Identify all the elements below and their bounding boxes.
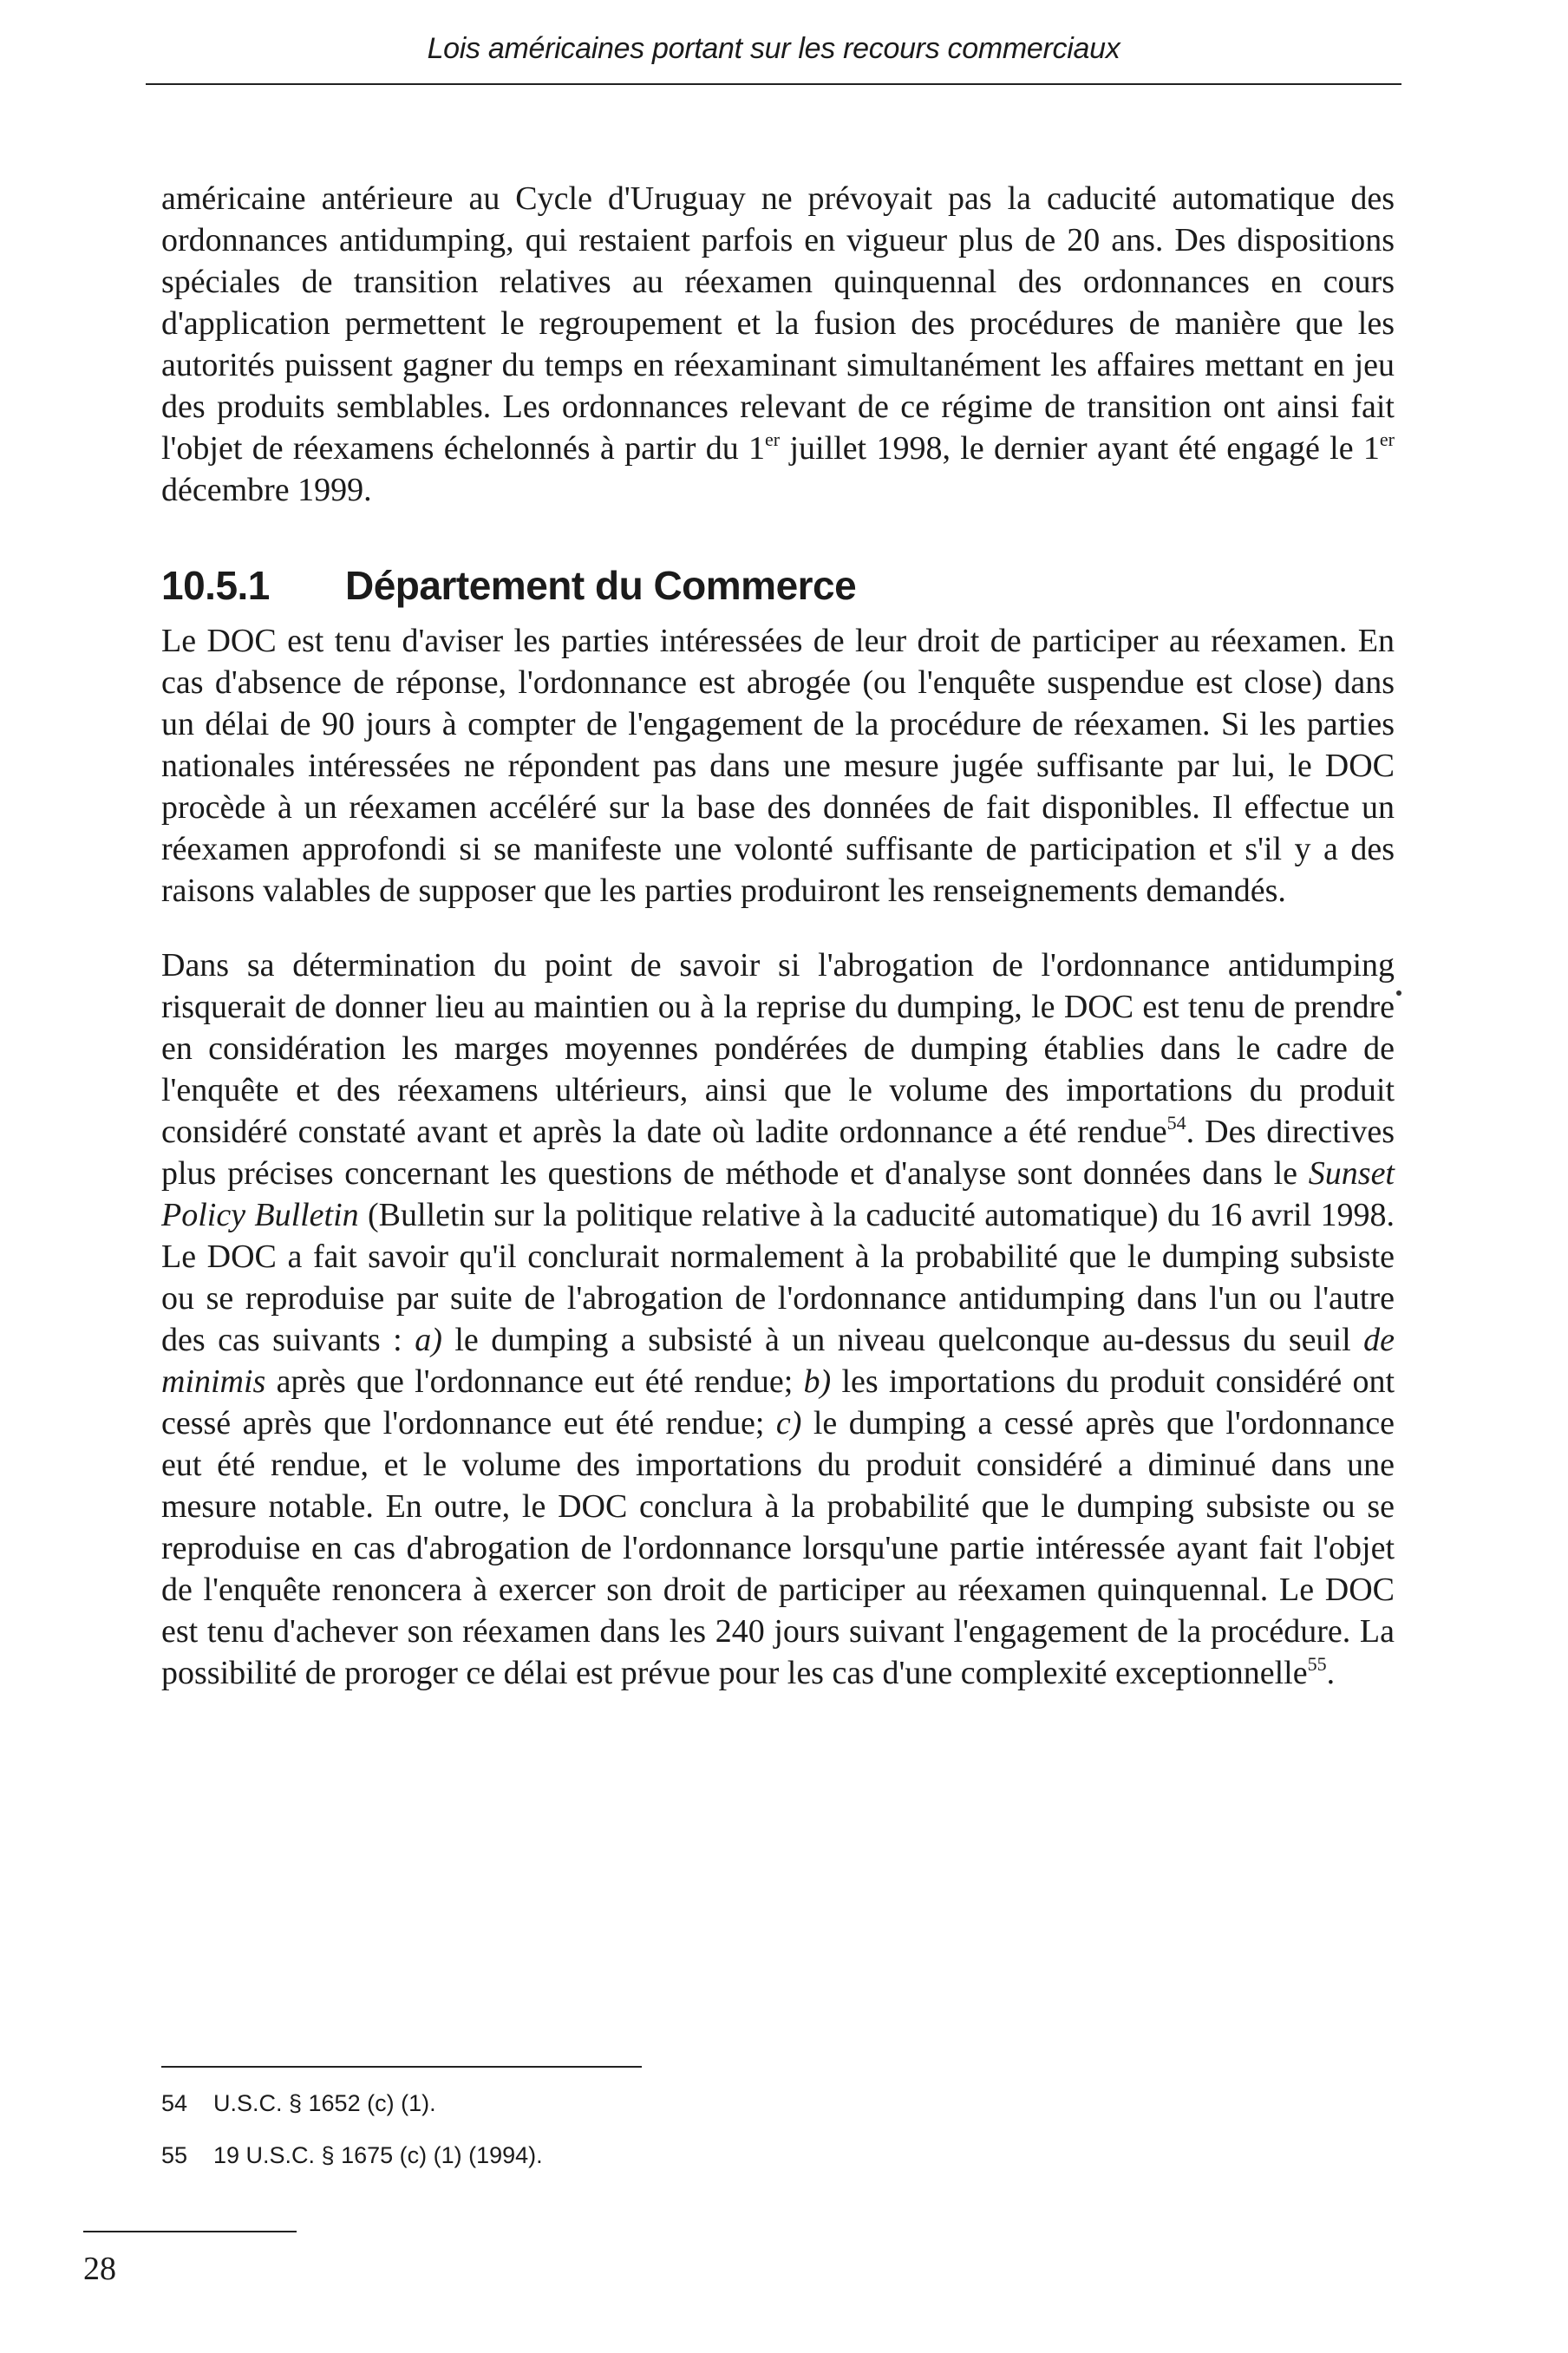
footnote-reference-55: 55 [1307,1653,1327,1675]
paragraph-intro [161,178,1395,511]
paragraph-text: après que l'ordonnance eut été rendue; [265,1363,804,1400]
page-number-rule [83,2231,297,2232]
case-a-label: a) [415,1322,442,1358]
paragraph-text: les importations du produit considéré ont cessé après que l'ordonnance eut été rendue; [161,1363,1395,1441]
footnote-text: 19 U.S.C. § 1675 (c) (1) (1994). [213,2142,543,2168]
paragraph-text: . [1326,1655,1336,1691]
footnote-number: 55 [161,2142,188,2168]
footnote-rule [161,2066,642,2068]
header-rule [146,83,1401,85]
page-number: 28 [83,2251,116,2287]
body-text [161,178,1395,1694]
paragraph-determination [161,944,1395,1694]
footnote-number: 54 [161,2090,188,2116]
ordinal-superscript: er [765,428,781,450]
case-b-label: b) [803,1363,832,1400]
paragraph-doc-notice: Le DOC est tenu d'aviser les parties intéressées de leur droit de participer au réexamen. En cas d'absence de réponse, l'ordonnance est abrogée (ou l'enquête suspendue est close) dans un délai de 90 jours à compter de l'engagement de la procédure de réexamen. Si les parties nationales intéressées ne répondent pas dans une mesure jugée suffisante par lui, le DOC procède à un réexamen accéléré sur la base des données de fait disponibles. Il effectue un réexamen approfondi si se manifeste une volonté suffisante de participation et s'il y a des raisons valables de supposer que les parties produiront les renseignements demandés. [161,623,1395,909]
section-number: 10.5.1 [161,563,270,608]
running-header: Lois américaines portant sur les recours commerciaux [427,32,1120,65]
paragraph-text: (Bulletin sur la politique relative à la caducité automatique) du 16 avril 1998. Le DOC a fait savoir qu'il conclurait normalement à la probabilité que le dumping subsiste ou se reproduise par suite de l'abrogation de l'ordonnance antidumping dans l'un ou l'autre des cas suivants : [161,1197,1395,1358]
footnote-item [161,2141,942,2170]
footnote-reference-54: 54 [1166,1112,1186,1134]
de-minimis-term: de minimis [161,1322,1395,1400]
footnotes [161,2088,942,2193]
paragraph-intro-text: juillet 1998, le dernier ayant été engagé le 1 [780,430,1380,467]
paragraph-intro-text: américaine antérieure au Cycle d'Uruguay ne prévoyait pas la caducité automatique des ordonnances antidumping, qui restaient parfois en vigueur plus de 20 ans. Des dispositions spéciales de transition relatives au réexamen quinquennal des ordonnances en cours d'application permettent le regroupement et la fusion des procédures de manière que les autorités puissent gagner du temps en réexaminant simultanément les affaires mettant en jeu des produits semblables. Les ordonnances relevant de ce régime de transition ont ainsi fait l'objet de réexamens échelonnés à partir du 1 [161,180,1395,467]
paragraph-text: Dans sa détermination du point de savoir si l'abrogation de l'ordonnance antidumping risquerait de donner lieu au maintien ou à la reprise du dumping, le DOC est tenu de prendre en considération les marges moyennes pondérées de dumping établies dans le cadre de l'enquête et des réexamens ultérieurs, ainsi que le volume des importations du produit considéré constaté avant et après la date où ladite ordonnance a été rendue [161,947,1395,1150]
paragraph-text: le dumping a subsisté à un niveau quelconque au-dessus du seuil [441,1322,1364,1358]
paragraph-text: . Des directives plus précises concernant les questions de méthode et d'analyse sont données dans le [161,1114,1395,1192]
bulletin-title: Sunset Policy Bulletin [161,1155,1395,1233]
case-c-label: c) [775,1405,802,1441]
paragraph-text: le dumping a cessé après que l'ordonnance eut été rendue, et le volume des importations du produit considéré a diminué dans une mesure notable. En outre, le DOC conclura à la probabilité que le dumping subsiste ou se reproduise en cas d'abrogation de l'ordonnance lorsqu'une partie intéressée ayant fait l'objet de l'enquête renoncera à exercer son droit de participer au réexamen quinquennal. Le DOC est tenu d'achever son réexamen dans les 240 jours suivant l'engagement de la procédure. La possibilité de proroger ce délai est prévue pour les cas d'une complexité exceptionnelle [161,1405,1395,1691]
paragraph-intro-text: décembre 1999. [161,472,372,508]
section-title: Département du Commerce [345,563,857,608]
footnote-item [161,2088,942,2118]
ordinal-superscript: er [1379,428,1395,450]
scan-speck [1396,990,1401,996]
footnote-text: U.S.C. § 1652 (c) (1). [213,2090,436,2116]
section-heading [161,559,1395,611]
